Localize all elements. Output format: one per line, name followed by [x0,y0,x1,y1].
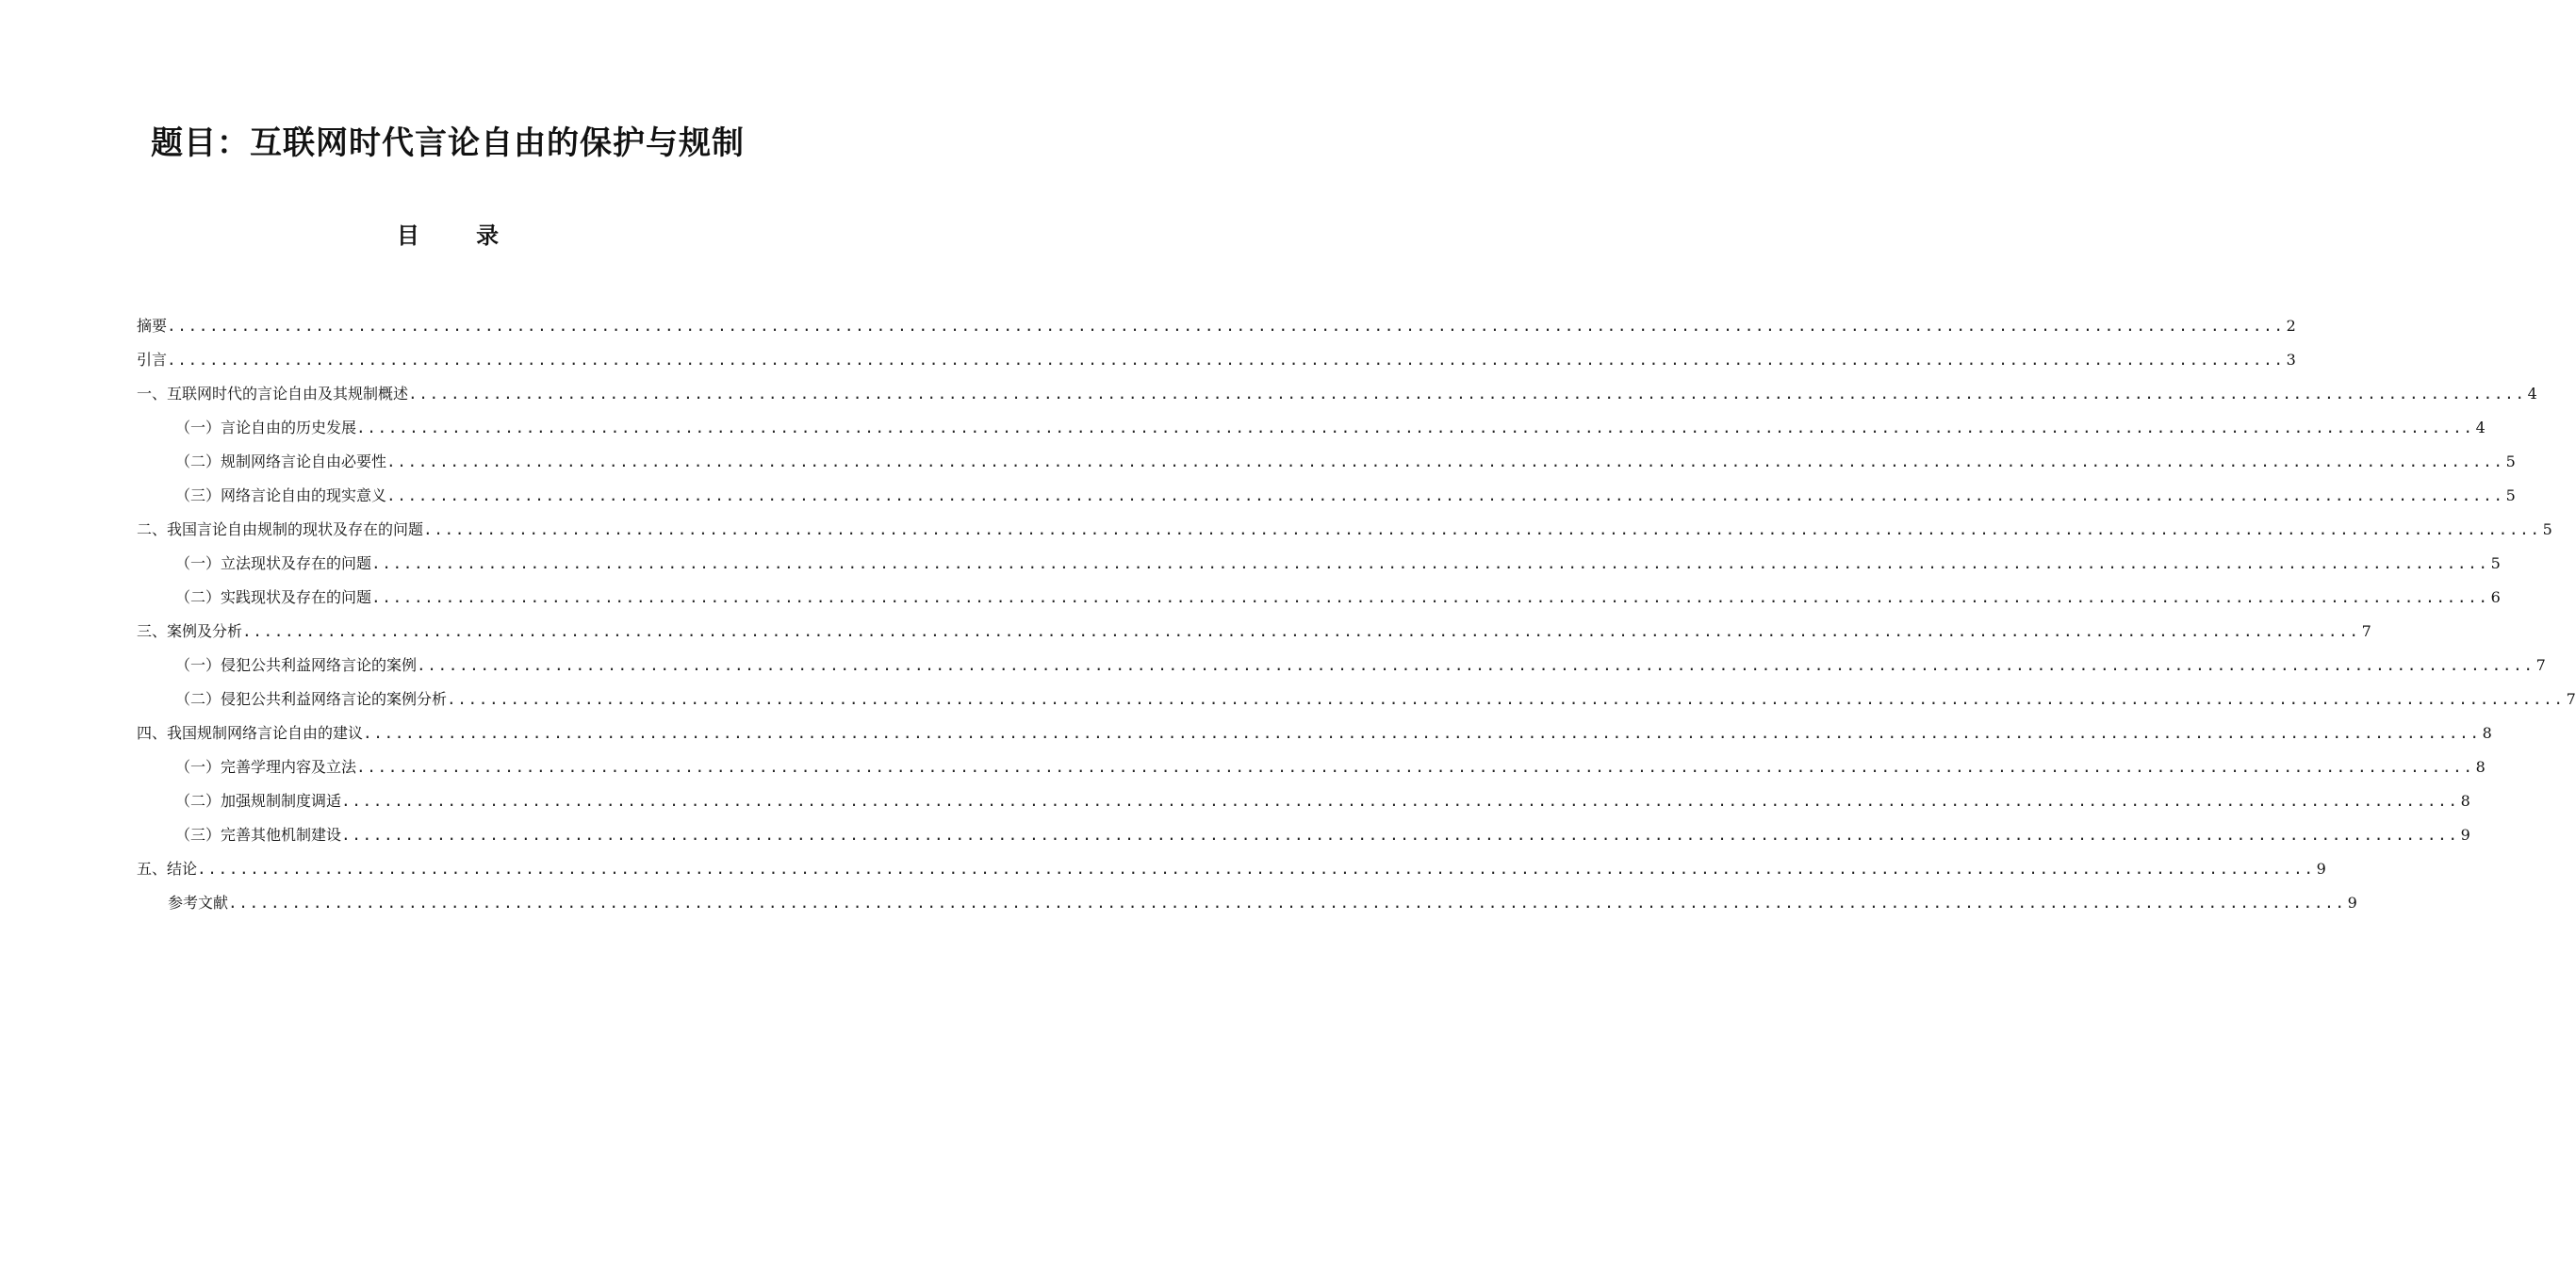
toc-entry[interactable] [175,676,2576,710]
toc-entry-page-number: 6 [2490,588,2501,606]
toc-entry-label: （二）实践现状及存在的问题 [175,588,372,606]
toc-entry-label: （三）完善其他机制建设 [175,826,342,844]
toc-entry-label: 四、我国规制网络言论自由的建议 [137,724,364,742]
toc-heading: 目 录 [396,222,524,249]
toc-entry[interactable] [175,438,2516,472]
toc-dot-leader: ........................................................................................................................................................................................................ [167,317,2285,335]
toc-entry[interactable] [168,880,2357,913]
toc-entry-page-number: 5 [2505,486,2516,504]
toc-entry-page-number: 9 [2347,894,2357,912]
toc-dot-leader: ........................................................................................................................................................................................................ [371,588,2489,606]
toc-entry-label: （一）侵犯公共利益网络言论的案例 [175,656,418,674]
toc-entry[interactable] [175,574,2501,608]
toc-dot-leader: ........................................................................................................................................................................................................ [363,724,2481,742]
toc-entry-label: （三）网络言论自由的现实意义 [175,486,387,504]
toc-entry[interactable] [175,744,2486,778]
toc-entry-label: 一、互联网时代的言论自由及其规制概述 [137,385,409,403]
toc-entry-label: 摘要 [137,317,168,335]
toc-entry-page-number: 8 [2482,724,2492,742]
toc-entry[interactable] [175,540,2501,574]
toc-entry-label: （一）完善学理内容及立法 [175,758,357,776]
toc-entry[interactable] [137,303,2296,337]
toc-dot-leader: ........................................................................................................................................................................................................ [341,792,2459,810]
toc-entry[interactable] [137,370,2537,404]
toc-entry-label: （二）侵犯公共利益网络言论的案例分析 [175,690,448,708]
toc-entry-page-number: 9 [2460,826,2470,844]
toc-entry[interactable] [137,337,2296,370]
toc-dot-leader: ........................................................................................................................................................................................................ [356,758,2474,776]
toc-entry-page-number: 2 [2286,317,2296,335]
toc-entry[interactable] [137,608,2371,642]
toc-entry-label: 引言 [137,351,168,369]
toc-dot-leader: ........................................................................................................................................................................................................ [447,690,2565,708]
toc-dot-leader: ........................................................................................................................................................................................................ [197,860,2315,878]
toc-dot-leader: ........................................................................................................................................................................................................ [423,520,2541,538]
toc-entry[interactable] [175,812,2470,846]
toc-entry-label: （二）加强规制制度调适 [175,792,342,810]
toc-entry[interactable] [137,846,2326,880]
toc-entry-label: 五、结论 [137,860,198,878]
toc-dot-leader: ........................................................................................................................................................................................................ [386,452,2504,470]
toc-entry-page-number: 5 [2490,554,2501,572]
toc-entry-page-number: 4 [2475,419,2486,436]
toc-entry-label: （一）立法现状及存在的问题 [175,554,372,572]
toc-entry-label: （一）言论自由的历史发展 [175,419,357,436]
toc-entry[interactable] [175,404,2486,438]
toc-entry-page-number: 8 [2460,792,2470,810]
toc-entry-label: 三、案例及分析 [137,622,243,640]
toc-dot-leader: ........................................................................................................................................................................................................ [242,622,2360,640]
toc-entry[interactable] [175,642,2546,676]
toc-entry-label: 二、我国言论自由规制的现状及存在的问题 [137,520,424,538]
toc-entry-label: （二）规制网络言论自由必要性 [175,452,387,470]
toc-entry-page-number: 7 [2566,690,2576,708]
toc-entry-page-number: 3 [2286,351,2296,369]
toc-dot-leader: ........................................................................................................................................................................................................ [356,419,2474,436]
toc-entry-page-number: 5 [2505,452,2516,470]
toc-entry-page-number: 7 [2535,656,2546,674]
toc-entry[interactable] [175,778,2470,812]
toc-dot-leader: ........................................................................................................................................................................................................ [408,385,2526,403]
toc-entry[interactable] [137,710,2492,744]
toc-entry[interactable] [175,472,2516,506]
toc-dot-leader: ........................................................................................................................................................................................................ [371,554,2489,572]
toc-entry-page-number: 9 [2316,860,2326,878]
toc-dot-leader: ........................................................................................................................................................................................................ [341,826,2459,844]
toc-entry-label: 参考文献 [168,894,229,912]
toc-entry[interactable] [137,506,2552,540]
toc-entry-page-number: 4 [2527,385,2537,403]
toc-entry-page-number: 8 [2475,758,2486,776]
toc-dot-leader: ........................................................................................................................................................................................................ [417,656,2535,674]
document-title: 题目：互联网时代言论自由的保护与规制 [151,124,745,162]
toc-dot-leader: ........................................................................................................................................................................................................ [167,351,2285,369]
toc-entry-page-number: 7 [2361,622,2371,640]
toc-dot-leader: ........................................................................................................................................................................................................ [228,894,2346,912]
toc-entry-page-number: 5 [2542,520,2552,538]
toc-dot-leader: ........................................................................................................................................................................................................ [386,486,2504,504]
